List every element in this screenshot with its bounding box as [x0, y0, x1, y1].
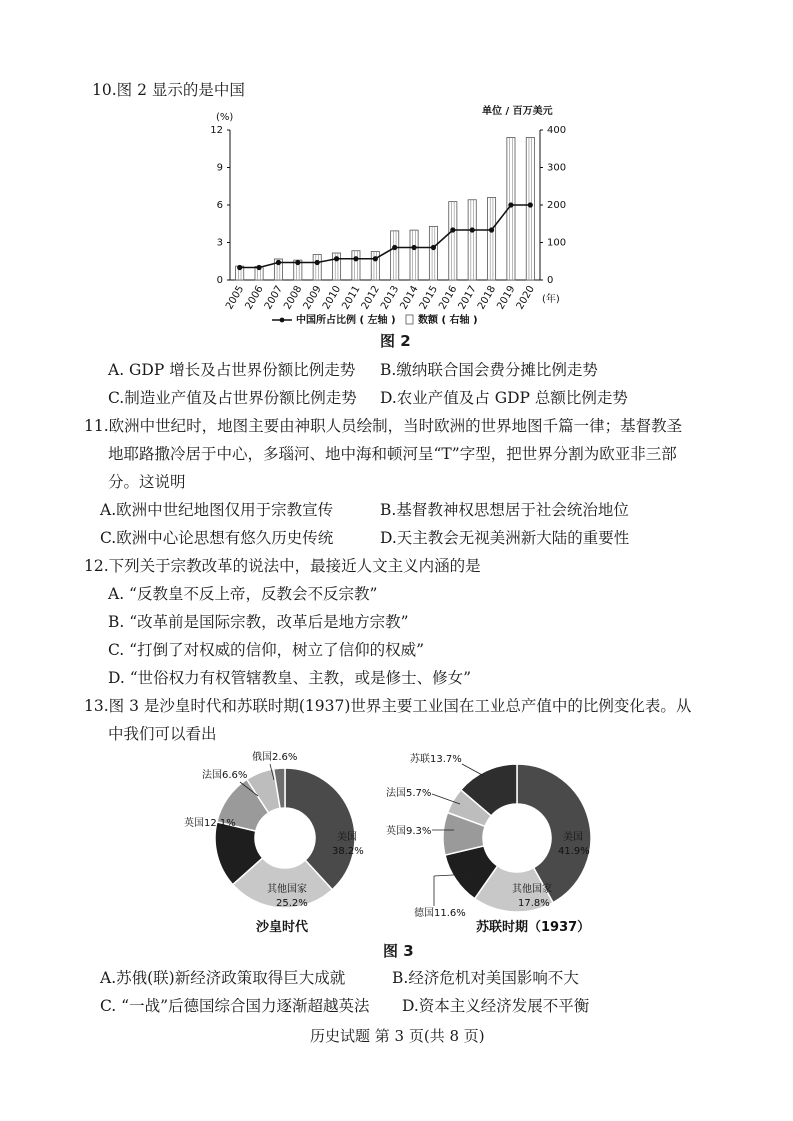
x-tick-label: 2019 [495, 284, 518, 312]
left-axis-unit: (%) [216, 112, 234, 123]
pie1-label-uk: 英国12.1% [184, 818, 236, 829]
x-tick-label: 2008 [282, 284, 305, 312]
x-tick-label: 2020 [514, 284, 537, 312]
q12-option-c[interactable]: C. “打倒了对权威的信仰，树立了信仰的权威” [108, 641, 425, 659]
share-point [489, 227, 494, 232]
x-tick-label: 2011 [340, 284, 363, 312]
share-point [470, 227, 475, 232]
bar [449, 202, 457, 280]
right-tick-label: 400 [547, 125, 567, 136]
legend-line-marker [280, 318, 285, 323]
share-point [295, 260, 300, 265]
bar [526, 138, 534, 281]
share-point [431, 245, 436, 250]
q12-option-b[interactable]: B. “改革前是国际宗教，改革后是地方宗教” [108, 613, 409, 631]
share-point [334, 256, 339, 261]
q13-stem-line-2: 中我们可以看出 [108, 725, 217, 743]
x-tick-label: 2013 [379, 284, 402, 312]
share-point [373, 256, 378, 261]
bar [352, 251, 360, 280]
share-point [392, 245, 397, 250]
x-tick-label: 2006 [243, 284, 266, 312]
q13-option-d[interactable]: D.资本主义经济发展不平衡 [402, 997, 590, 1015]
legend-line-label: 中国所占比例 ( 左轴 ) [296, 315, 396, 326]
left-tick-label: 12 [210, 125, 223, 136]
q11-option-b[interactable]: B.基督教神权思想居于社会统治地位 [380, 501, 629, 519]
q10-option-a[interactable]: A. GDP 增长及占世界份额比例走势 [108, 361, 356, 379]
pie1-label-us-value: 38.2% [332, 846, 364, 857]
x-tick-label: 2016 [437, 284, 460, 312]
page-footer: 历史试题 第 3 页(共 8 页) [310, 1027, 485, 1045]
pie1-label-russia: 俄国2.6% [252, 752, 298, 763]
pie2-label-france: 法国5.7% [386, 788, 432, 799]
left-tick-label: 0 [216, 275, 223, 286]
pie2-label-us-value: 41.9% [558, 846, 590, 857]
pie2-label-uk: 英国9.3% [386, 826, 432, 837]
q11-option-d[interactable]: D.天主教会无视美洲新大陆的重要性 [380, 529, 630, 547]
left-tick-label: 9 [216, 162, 223, 174]
x-tick-label: 2017 [456, 284, 479, 312]
q10-option-c[interactable]: C.制造业产值及占世界份额比例走势 [108, 389, 357, 407]
figure-3-caption: 图 3 [383, 942, 414, 960]
share-point [256, 265, 261, 270]
q13-stem-line-1: 13.图 3 是沙皇时代和苏联时期(1937)世界主要工业国在工业总产值中的比例变化表。从 [84, 697, 692, 715]
pie2-label-germany: 德国11.6% [414, 908, 466, 919]
x-tick-label: 2010 [320, 284, 344, 312]
right-tick-label: 200 [547, 200, 567, 211]
bar [468, 200, 476, 280]
legend-bar-label: 数额 ( 右轴 ) [418, 315, 478, 326]
bar [429, 226, 437, 280]
pie2-title: 苏联时期（1937） [476, 920, 591, 935]
q13-option-b[interactable]: B.经济危机对美国影响不大 [392, 969, 579, 987]
right-axis-unit: 单位 / 百万美元 [482, 106, 553, 117]
share-point [276, 260, 281, 265]
pie1-label-us-name: 美国 [337, 832, 357, 843]
pie2-label-other-name: 其他国家 [512, 884, 552, 895]
pie1-label-other-value: 25.2% [276, 898, 308, 909]
q10-option-d[interactable]: D.农业产值及占 GDP 总额比例走势 [380, 389, 628, 407]
share-line [240, 205, 531, 268]
x-tick-label: 2005 [224, 284, 247, 312]
share-point [353, 256, 358, 261]
left-tick-label: 3 [216, 237, 223, 249]
legend-bar-swatch [406, 315, 413, 324]
q13-option-a[interactable]: A.苏俄(联)新经济政策取得巨大成就 [100, 969, 346, 987]
bar [487, 198, 495, 281]
left-tick-label: 6 [216, 200, 223, 211]
x-tick-label: 2014 [398, 284, 421, 312]
x-axis-unit: (年) [542, 294, 560, 305]
share-point [237, 265, 242, 270]
q10-option-b[interactable]: B.缴纳联合国会费分摊比例走势 [380, 361, 598, 379]
q11-option-a[interactable]: A.欧洲中世纪地图仅用于宗教宣传 [100, 501, 334, 519]
pie2-label-ussr: 苏联13.7% [410, 754, 462, 765]
q11-option-c[interactable]: C.欧洲中心论思想有悠久历史传统 [100, 529, 334, 547]
bar [371, 252, 379, 281]
q12-option-d[interactable]: D. “世俗权力有权管辖教皇、主教，或是修士、修女” [108, 669, 472, 687]
right-tick-label: 100 [547, 237, 567, 249]
right-tick-label: 0 [547, 275, 554, 286]
share-point [450, 227, 455, 232]
figure-2-chart [210, 102, 590, 334]
share-point [315, 260, 320, 265]
x-tick-label: 2015 [417, 284, 441, 312]
share-point [528, 202, 533, 207]
bar [410, 230, 418, 280]
right-tick-label: 300 [547, 162, 567, 174]
share-point [508, 202, 513, 207]
share-point [411, 245, 416, 250]
pie2-label-other-value: 17.8% [518, 898, 550, 909]
q10-stem: 10.图 2 显示的是中国 [92, 81, 245, 99]
q13-option-c[interactable]: C. “一战”后德国综合国力逐渐超越英法 [100, 997, 370, 1015]
q11-stem-line-2: 地耶路撒冷居于中心，多瑙河、地中海和顿河呈“T”字型，把世界分割为欧亚非三部 [108, 445, 677, 463]
figure-2-caption: 图 2 [380, 332, 411, 350]
q12-option-a[interactable]: A. “反教皇不反上帝，反教会不反宗教” [108, 585, 378, 603]
pie1-title: 沙皇时代 [256, 920, 309, 935]
x-tick-label: 2018 [475, 284, 499, 312]
x-tick-label: 2009 [301, 284, 324, 312]
pie1-label-other-name: 其他国家 [267, 884, 307, 895]
q11-stem-line-3: 分。这说明 [108, 473, 186, 491]
bar [391, 231, 399, 280]
q11-stem-line-1: 11.欧洲中世纪时，地图主要由神职人员绘制，当时欧洲的世界地图千篇一律；基督教圣 [84, 417, 683, 435]
bar [313, 255, 321, 281]
pie2-label-us-name: 美国 [563, 832, 583, 843]
figure-3-pies [170, 746, 620, 938]
x-tick-label: 2012 [359, 284, 382, 312]
q12-stem: 12.下列关于宗教改革的说法中，最接近人文主义内涵的是 [84, 557, 481, 575]
x-tick-label: 2007 [262, 284, 286, 312]
pie1-label-france: 法国6.6% [202, 770, 248, 781]
